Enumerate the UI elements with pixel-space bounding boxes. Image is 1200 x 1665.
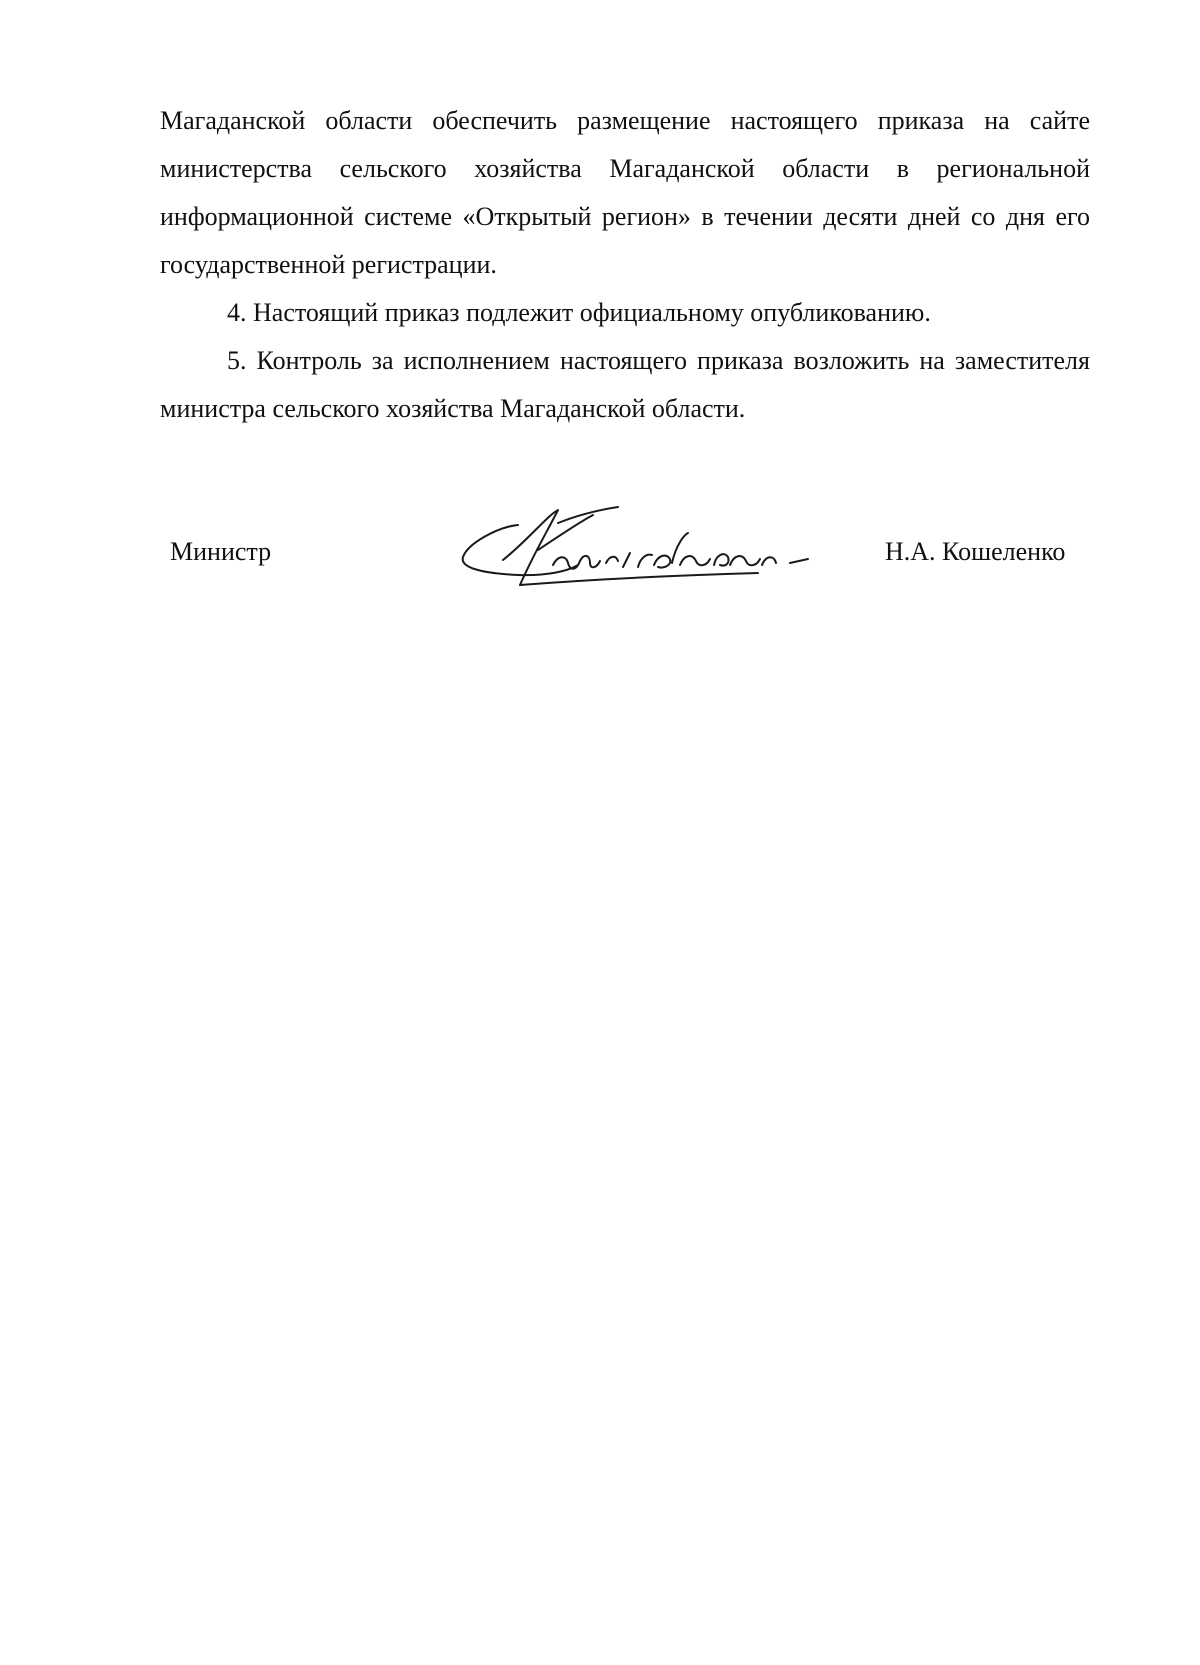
document-body [160,97,1090,433]
paragraph-item-4: 4. Настоящий приказ подлежит официальному опубликованию. [227,298,931,327]
paragraph-continuation: Магаданской области обеспечить размещение настоящего приказа на сайте министерства сельского хозяйства Магаданской области в региональной информационной системе «Открытый регион» в течении десяти дней со дня его государственной регистрации. [160,106,1090,279]
handwritten-signature [458,505,838,600]
signer-title: Министр [170,537,272,566]
signer-name: Н.А. Кошеленко [885,537,1066,566]
paragraph-item-5: 5. Контроль за исполнением настоящего приказа возложить на заместителя министра сельского хозяйства Магаданской области. [160,346,1090,423]
